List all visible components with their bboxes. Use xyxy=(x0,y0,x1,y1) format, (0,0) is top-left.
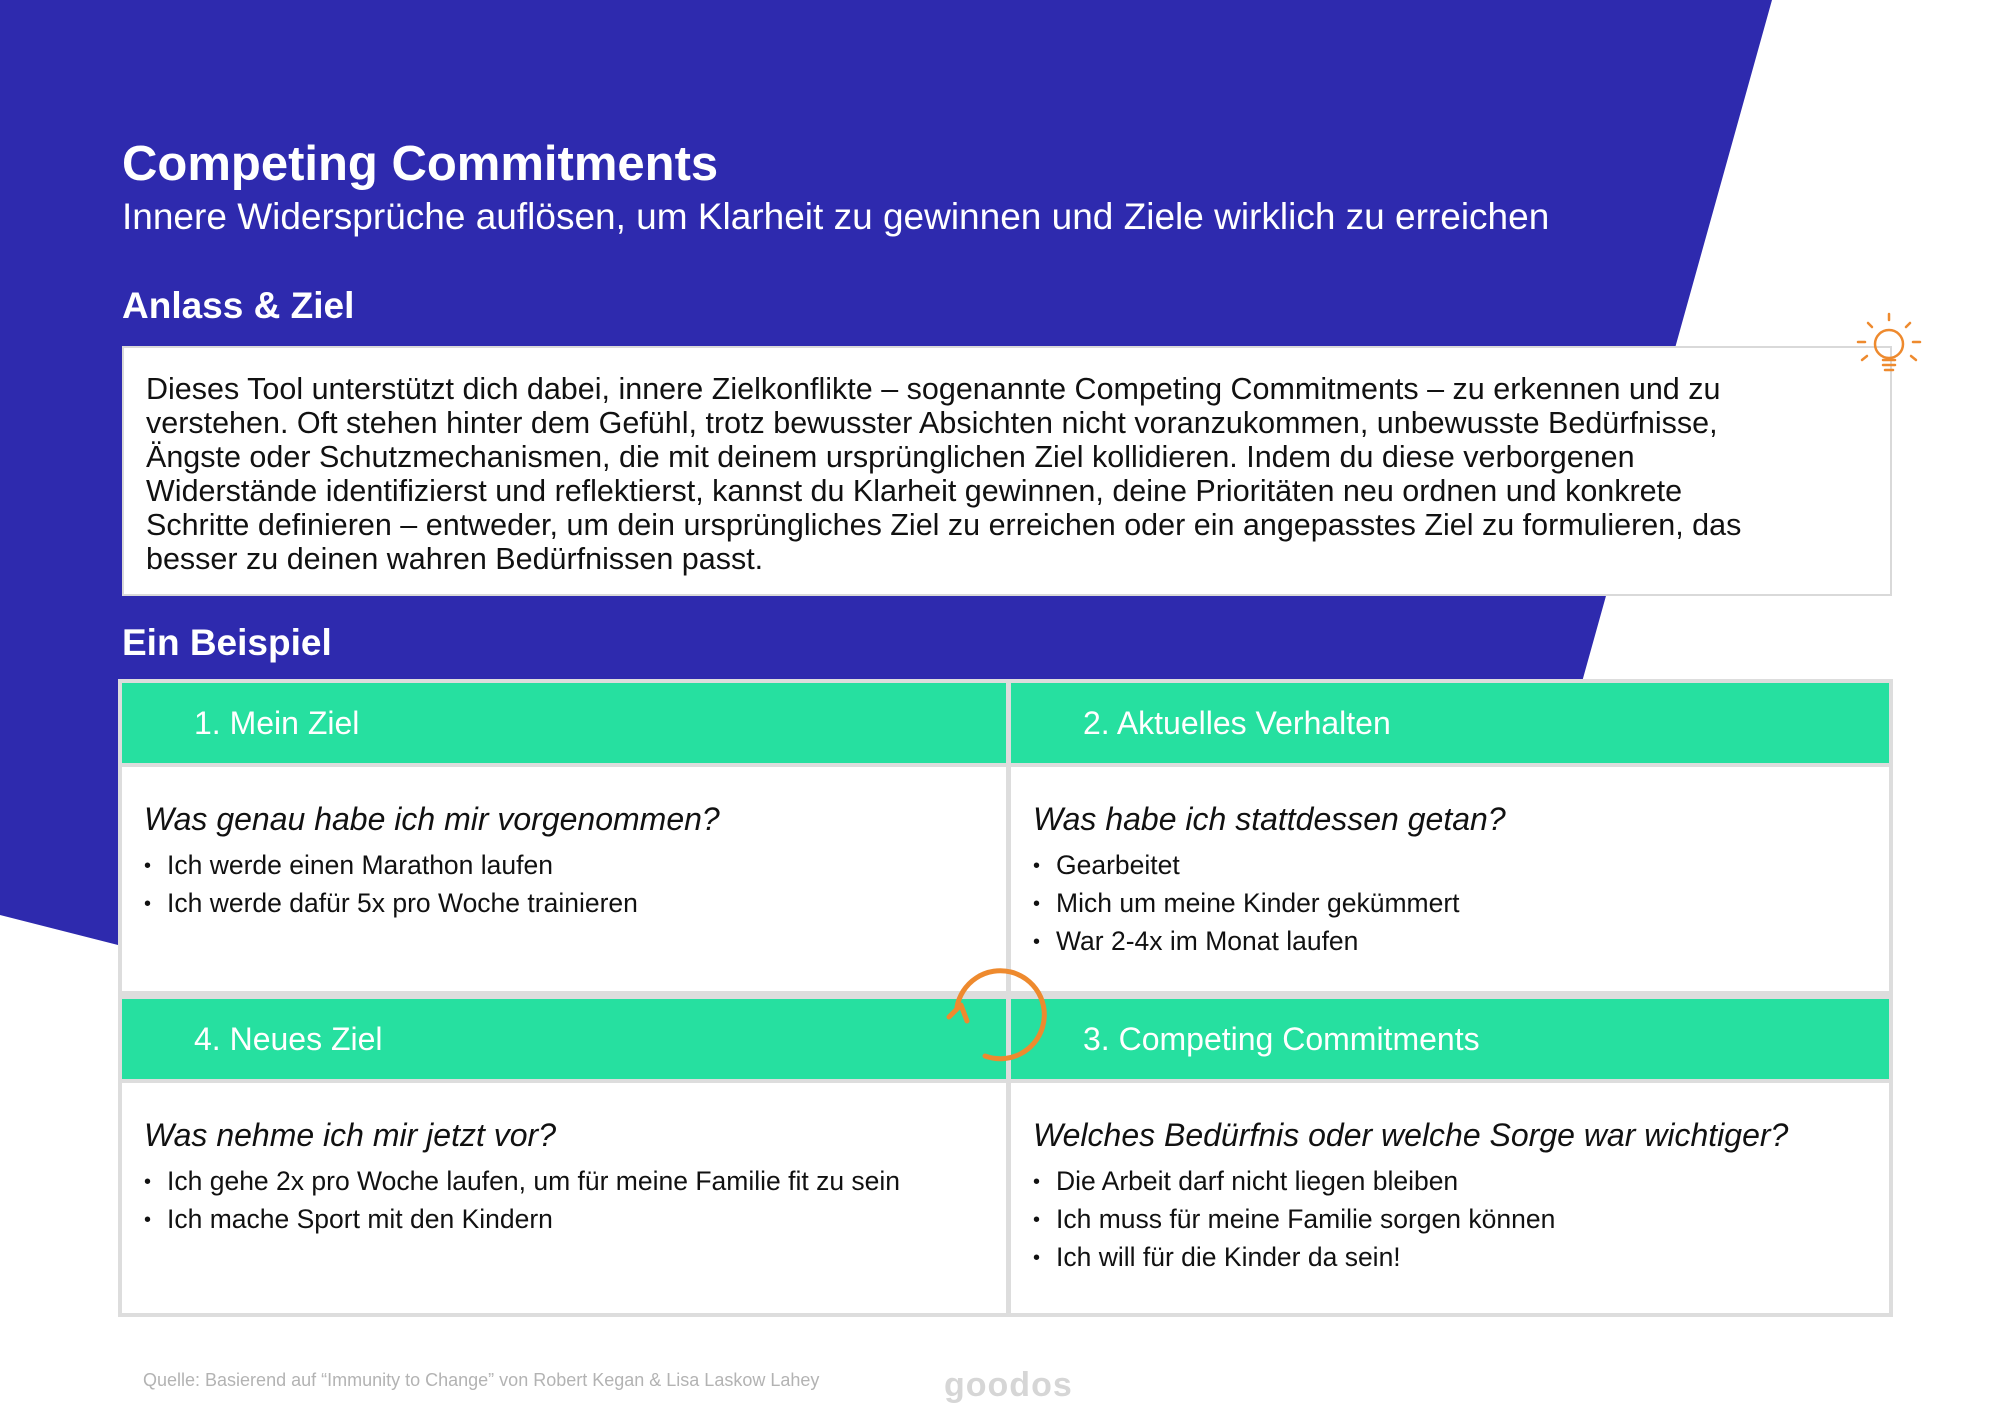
list-item: • Ich mache Sport mit den Kindern xyxy=(167,1200,1006,1238)
list-item: • Mich um meine Kinder gekümmert xyxy=(1056,884,1889,922)
cell-body-goal xyxy=(122,767,1006,991)
goodos-logo xyxy=(944,1366,1080,1406)
page-title: Competing Commitments xyxy=(122,137,719,191)
purpose-text-box xyxy=(122,346,1892,596)
cell-header-goal: 1. Mein Ziel xyxy=(122,683,1006,763)
cell-body-new-goal xyxy=(122,1083,1006,1313)
list-item: • War 2-4x im Monat laufen xyxy=(1056,922,1889,960)
purpose-line: besser zu deinen wahren Bedürfnissen passt. xyxy=(146,542,764,576)
cell-header-current-behavior: 2. Aktuelles Verhalten xyxy=(1011,683,1889,763)
cell-question: Was genau habe ich mir vorgenommen? xyxy=(144,801,720,837)
list-item: • Ich will für die Kinder da sein! xyxy=(1056,1238,1889,1276)
purpose-line: Ängste oder Schutzmechanismen, die mit deinem ursprünglichen Ziel kollidieren. Indem du diese verborgenen xyxy=(146,440,1635,474)
cycle-arrow-icon xyxy=(941,955,1061,1075)
purpose-text xyxy=(146,372,1866,576)
logo-text: goodos xyxy=(944,1366,1073,1404)
cell-question: Welches Bedürfnis oder welche Sorge war wichtiger? xyxy=(1033,1117,1789,1153)
example-heading: Ein Beispiel xyxy=(122,622,332,663)
purpose-heading: Anlass & Ziel xyxy=(122,285,355,326)
source-citation: Quelle: Basierend auf “Immunity to Change” von Robert Kegan & Lisa Laskow Lahey xyxy=(143,1370,820,1390)
cell-header-new-goal: 4. Neues Ziel xyxy=(122,999,1006,1079)
cell-list xyxy=(1011,1162,1889,1276)
cell-question: Was habe ich stattdessen getan? xyxy=(1033,801,1506,837)
list-item: • Ich gehe 2x pro Woche laufen, um für meine Familie fit zu sein xyxy=(167,1162,1006,1200)
list-item: • Ich muss für meine Familie sorgen können xyxy=(1056,1200,1889,1238)
list-item: • Ich werde dafür 5x pro Woche trainieren xyxy=(167,884,1006,922)
cell-header-competing-commitments: 3. Competing Commitments xyxy=(1011,999,1889,1079)
list-item: • Die Arbeit darf nicht liegen bleiben xyxy=(1056,1162,1889,1200)
cell-question: Was nehme ich mir jetzt vor? xyxy=(144,1117,556,1153)
page-subtitle: Innere Widersprüche auflösen, um Klarheit zu gewinnen und Ziele wirklich zu erreichen xyxy=(122,196,1550,237)
cell-body-current-behavior xyxy=(1011,767,1889,991)
purpose-line: Dieses Tool unterstützt dich dabei, innere Zielkonflikte – sogenannte Competing Commitments – zu erkennen und zu xyxy=(146,372,1721,406)
cell-list xyxy=(122,846,1006,922)
purpose-line: Widerstände identifizierst und reflektierst, kannst du Klarheit gewinnen, deine Prioritäten neu ordnen und konkrete xyxy=(146,474,1683,508)
list-item: • Gearbeitet xyxy=(1056,846,1889,884)
cell-list xyxy=(1011,846,1889,960)
lightbulb-icon xyxy=(1848,304,1930,386)
list-item: • Ich werde einen Marathon laufen xyxy=(167,846,1006,884)
purpose-line: Schritte definieren – entweder, um dein ursprüngliches Ziel zu erreichen oder ein angepasstes Ziel zu formulieren, das xyxy=(146,508,1742,542)
cell-body-competing-commitments xyxy=(1011,1083,1889,1313)
purpose-line: verstehen. Oft stehen hinter dem Gefühl, trotz bewusster Absichten nicht voranzukommen, unbewusste Bedürfnisse, xyxy=(146,406,1718,440)
cell-list xyxy=(122,1162,1006,1238)
